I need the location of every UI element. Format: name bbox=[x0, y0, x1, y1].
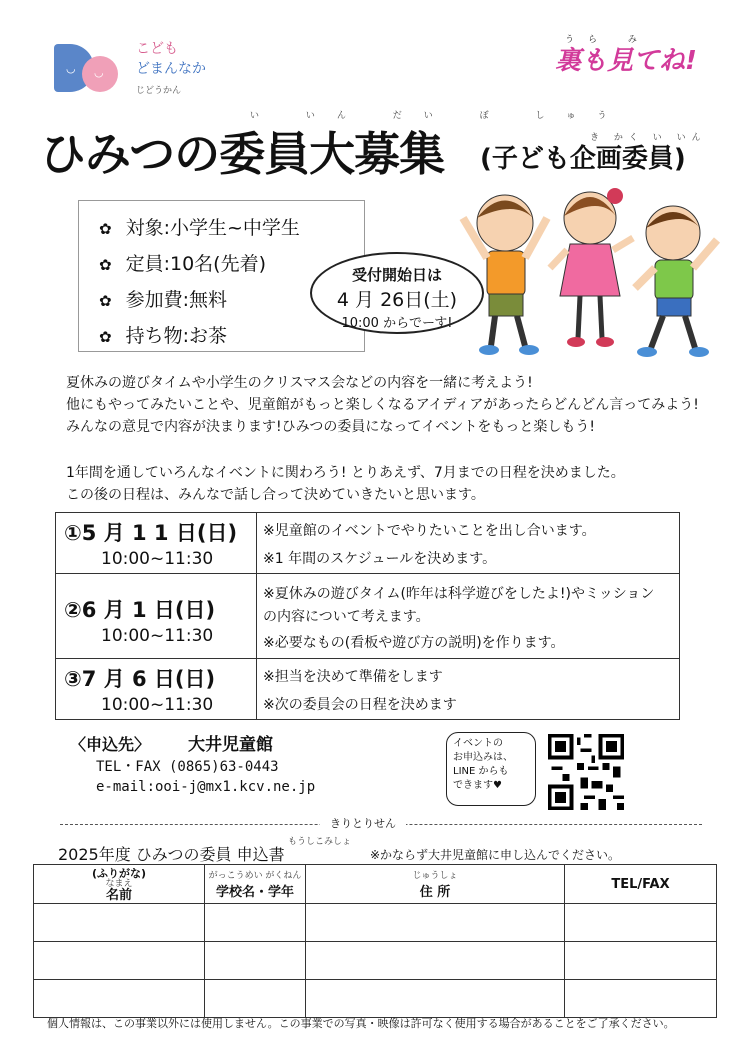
schedule-table bbox=[55, 512, 680, 720]
header-ruby: がっこうめい がくねん bbox=[208, 871, 302, 881]
form-heading-ruby: もうしこみしょ bbox=[288, 837, 352, 847]
contact-label: 〈申込先〉 bbox=[70, 735, 151, 754]
schedule-time: 10:00~11:30 bbox=[101, 626, 214, 646]
schedule-note: の内容について考えます。 bbox=[263, 609, 430, 625]
contact-place: 大井児童館 bbox=[188, 735, 273, 755]
info-fee: ✿ 参加費:無料 bbox=[99, 289, 228, 311]
form-note: ※かならず大井児童館に申し込んでください。 bbox=[370, 848, 621, 862]
flower-icon: ✿ bbox=[99, 328, 112, 346]
form-cell-tel[interactable] bbox=[565, 904, 717, 942]
cut-line-label: きりとりせん bbox=[320, 815, 406, 831]
schedule-time: 10:00~11:30 bbox=[101, 695, 214, 715]
paragraph-4: 1年間を通していろんなイベントに関わろう! とりあえず、7月までの日程を決めました。 bbox=[66, 465, 625, 481]
form-header-school bbox=[205, 865, 306, 904]
info-target: ✿ 対象:小学生~中学生 bbox=[99, 217, 300, 239]
logo-line3: じどうかん bbox=[136, 86, 182, 96]
form-row bbox=[34, 980, 717, 1018]
flower-icon: ✿ bbox=[99, 220, 112, 238]
form-cell-school[interactable] bbox=[205, 942, 306, 980]
header-label: 学校名・学年 bbox=[215, 885, 294, 900]
info-value: 小学生~中学生 bbox=[170, 217, 300, 239]
schedule-row bbox=[56, 659, 680, 720]
bubble-line2: 4 月 26日(土) bbox=[336, 289, 458, 311]
flower-icon: ✿ bbox=[99, 256, 112, 274]
logo-line1: こども bbox=[136, 41, 178, 57]
form-cell-school[interactable] bbox=[205, 980, 306, 1018]
schedule-row bbox=[56, 574, 680, 659]
paragraph-5: この後の日程は、みんなで話し合って決めていきたいと思います。 bbox=[66, 487, 485, 503]
info-value: 10名(先着) bbox=[170, 253, 267, 275]
form-cell-tel[interactable] bbox=[565, 942, 717, 980]
ura-ruby: うら み bbox=[565, 35, 651, 45]
speech-line: LINE からも bbox=[453, 766, 509, 777]
form-header-row bbox=[34, 865, 717, 904]
line-note-bubble bbox=[446, 732, 536, 806]
header-ruby: じゅうしょ bbox=[412, 871, 458, 881]
contact-tel: TEL・FAX (0865)63-0443 bbox=[96, 759, 279, 775]
smile-icon: ◡ bbox=[94, 66, 104, 79]
paragraph-3: みんなの意見で内容が決まります!ひみつの委員になってイベントをもっと楽しもう! bbox=[66, 419, 595, 435]
schedule-note: ※必要なもの(看板や遊び方の説明)を作ります。 bbox=[263, 635, 565, 651]
form-header-address bbox=[306, 865, 565, 904]
form-heading: 2025年度 ひみつの委員 申込書 bbox=[58, 845, 285, 864]
application-form-table bbox=[33, 864, 717, 1018]
title-ruby: い いん だい ぼ しゅう bbox=[250, 111, 629, 121]
paragraph-2: 他にもやってみたいことや、児童館がもっと楽しくなるアイディアがあったらどんどん言ってみよう! bbox=[66, 397, 699, 413]
info-label: 定員 bbox=[125, 253, 164, 275]
schedule-note: ※児童館のイベントでやりたいことを出し合います。 bbox=[263, 523, 596, 539]
schedule-note: ※夏休みの遊びタイム(昨年は科学遊びをしたよ!)やミッション bbox=[263, 586, 655, 602]
info-capacity: ✿ 定員:10名(先着) bbox=[99, 253, 267, 275]
schedule-note: ※担当を決めて準備をします bbox=[263, 669, 443, 685]
speech-line: イベントの bbox=[453, 738, 503, 749]
page-subtitle: (子ども企画委員) bbox=[480, 144, 686, 174]
info-value: 無料 bbox=[189, 289, 228, 311]
page-title: ひみつの委員大募集 bbox=[40, 127, 445, 181]
logo bbox=[48, 40, 238, 100]
form-cell-name[interactable] bbox=[34, 904, 205, 942]
form-cell-address[interactable] bbox=[306, 904, 565, 942]
schedule-row bbox=[56, 513, 680, 574]
bubble-line1: 受付開始日は bbox=[351, 266, 442, 284]
schedule-date: ③7 月 6 日(日) bbox=[64, 667, 216, 691]
privacy-footer: 個人情報は、この事業以外には使用しません。この事業での写真・映像は許可なく使用する場合があることをご了承ください。 bbox=[47, 1017, 675, 1030]
info-label: 持ち物 bbox=[125, 325, 183, 347]
form-cell-tel[interactable] bbox=[565, 980, 717, 1018]
subtitle-ruby: き かく い いん bbox=[590, 133, 707, 143]
schedule-note: ※次の委員会の日程を決めます bbox=[263, 697, 457, 713]
furigana-label: (ふりがな) bbox=[91, 866, 147, 880]
form-row bbox=[34, 904, 717, 942]
form-cell-address[interactable] bbox=[306, 942, 565, 980]
header-label: 名前 bbox=[105, 887, 132, 903]
schedule-time: 10:00~11:30 bbox=[101, 549, 214, 569]
ura-text: 裏も見てね! bbox=[555, 46, 697, 76]
paragraph-1: 夏休みの遊びタイムや小学生のクリスマス会などの内容を一緒に考えよう! bbox=[66, 375, 533, 391]
speech-line: できます♥ bbox=[453, 780, 502, 791]
header-label: 住 所 bbox=[419, 885, 451, 900]
form-cell-address[interactable] bbox=[306, 980, 565, 1018]
info-label: 対象 bbox=[125, 217, 164, 239]
schedule-date: ②6 月 1 日(日) bbox=[64, 598, 216, 622]
kids-illustration bbox=[455, 178, 725, 363]
info-value: お茶 bbox=[189, 325, 228, 347]
flower-icon: ✿ bbox=[99, 292, 112, 310]
speech-line: お申込みは、 bbox=[453, 752, 513, 763]
schedule-note: ※1 年間のスケジュールを決めます。 bbox=[263, 551, 497, 567]
qr-code-icon[interactable] bbox=[548, 734, 624, 810]
info-label: 参加費 bbox=[125, 289, 183, 311]
form-header-name bbox=[34, 865, 205, 904]
form-cell-school[interactable] bbox=[205, 904, 306, 942]
form-cell-name[interactable] bbox=[34, 980, 205, 1018]
reception-bubble bbox=[310, 252, 484, 334]
header-ruby: なまえ bbox=[105, 878, 133, 889]
logo-line2: どまんなか bbox=[136, 61, 206, 77]
form-cell-name[interactable] bbox=[34, 942, 205, 980]
form-header-tel: TEL/FAX bbox=[565, 865, 717, 904]
info-belongings: ✿ 持ち物:お茶 bbox=[99, 325, 228, 347]
contact-email[interactable]: e-mail:ooi-j@mx1.kcv.ne.jp bbox=[96, 779, 316, 795]
form-row bbox=[34, 942, 717, 980]
bubble-line3: 10:00 からでーす! bbox=[341, 316, 453, 331]
smile-icon: ◡ bbox=[66, 62, 76, 75]
schedule-date: ①5 月 1 1 日(日) bbox=[64, 521, 238, 545]
